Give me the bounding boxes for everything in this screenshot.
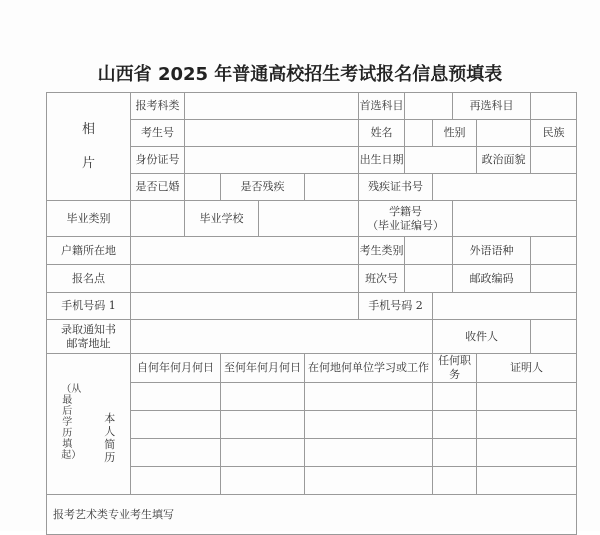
student-number-label-line1: 学籍号 bbox=[389, 204, 423, 218]
disability-cert-field[interactable] bbox=[433, 174, 577, 201]
resume-cell[interactable] bbox=[433, 411, 477, 439]
resume-header-from: 自何年何月何日 bbox=[131, 354, 221, 383]
resume-cell[interactable] bbox=[131, 467, 221, 495]
page-title: 山西省 2025 年普通高校招生考试报名信息预填表 bbox=[97, 64, 503, 85]
resume-side-label bbox=[47, 354, 131, 495]
student-number-label-line2: （毕业证编号） bbox=[367, 218, 445, 232]
exam-category-label: 报考科类 bbox=[131, 93, 185, 120]
resume-cell[interactable] bbox=[477, 439, 577, 467]
first-subject-field[interactable] bbox=[405, 93, 453, 120]
resume-cell[interactable] bbox=[305, 411, 433, 439]
foreign-language-field[interactable] bbox=[531, 237, 577, 265]
phone1-label: 手机号码 1 bbox=[47, 293, 131, 320]
resume-cell[interactable] bbox=[221, 439, 305, 467]
admission-address-label-line1: 录取通知书 bbox=[61, 322, 116, 336]
first-subject-label: 首选科目 bbox=[359, 93, 405, 120]
resume-cell[interactable] bbox=[433, 467, 477, 495]
name-field[interactable] bbox=[405, 120, 433, 147]
photo-label-2: 片 bbox=[81, 155, 95, 171]
phone2-field[interactable] bbox=[433, 293, 577, 320]
married-field[interactable] bbox=[185, 174, 221, 201]
resume-cell[interactable] bbox=[305, 439, 433, 467]
resume-cell[interactable] bbox=[305, 467, 433, 495]
resume-header-witness: 证明人 bbox=[477, 354, 577, 383]
second-subject-label: 再选科目 bbox=[453, 93, 531, 120]
foreign-language-label: 外语语种 bbox=[453, 237, 531, 265]
resume-cell[interactable] bbox=[221, 383, 305, 411]
household-location-label: 户籍所在地 bbox=[47, 237, 131, 265]
id-number-label: 身份证号 bbox=[131, 147, 185, 174]
married-label: 是否已婚 bbox=[131, 174, 185, 201]
class-number-field[interactable] bbox=[405, 265, 453, 293]
disabled-label: 是否残疾 bbox=[221, 174, 305, 201]
name-label: 姓名 bbox=[359, 120, 405, 147]
recipient-field[interactable] bbox=[531, 320, 577, 354]
resume-header-position: 任何职务 bbox=[433, 354, 477, 383]
exam-category-field[interactable] bbox=[185, 93, 359, 120]
resume-cell[interactable] bbox=[305, 383, 433, 411]
candidate-type-field[interactable] bbox=[405, 237, 453, 265]
resume-header-to: 至何年何月何日 bbox=[221, 354, 305, 383]
resume-header-place: 在何地何单位学习或工作 bbox=[305, 354, 433, 383]
registration-form-table bbox=[46, 92, 577, 535]
admission-address-label bbox=[47, 320, 131, 354]
resume-cell[interactable] bbox=[477, 411, 577, 439]
class-number-label: 班次号 bbox=[359, 265, 405, 293]
resume-side-note: （从最后学历填起） bbox=[61, 384, 82, 461]
ethnicity-label: 民族 bbox=[531, 120, 577, 147]
birth-date-field[interactable] bbox=[405, 147, 477, 174]
resume-cell[interactable] bbox=[221, 467, 305, 495]
political-status-field[interactable] bbox=[531, 147, 577, 174]
resume-cell[interactable] bbox=[433, 439, 477, 467]
gender-field[interactable] bbox=[477, 120, 531, 147]
resume-cell[interactable] bbox=[131, 411, 221, 439]
id-number-field[interactable] bbox=[185, 147, 359, 174]
admission-address-field[interactable] bbox=[131, 320, 433, 354]
postal-code-field[interactable] bbox=[531, 265, 577, 293]
photo-box bbox=[47, 93, 131, 201]
recipient-label: 收件人 bbox=[433, 320, 531, 354]
graduation-school-label: 毕业学校 bbox=[185, 201, 259, 237]
disability-cert-label: 残疾证书号 bbox=[359, 174, 433, 201]
graduation-type-field[interactable] bbox=[131, 201, 185, 237]
disabled-field[interactable] bbox=[305, 174, 359, 201]
registration-site-field[interactable] bbox=[131, 265, 359, 293]
phone1-field[interactable] bbox=[131, 293, 359, 320]
household-location-field[interactable] bbox=[131, 237, 359, 265]
art-section-label: 报考艺术类专业考生填写 bbox=[47, 495, 577, 535]
photo-label-1: 相 bbox=[81, 121, 95, 137]
gender-label: 性别 bbox=[433, 120, 477, 147]
resume-cell[interactable] bbox=[433, 383, 477, 411]
admission-address-label-line2: 邮寄地址 bbox=[66, 336, 111, 350]
graduation-type-label: 毕业类别 bbox=[47, 201, 131, 237]
resume-cell[interactable] bbox=[131, 383, 221, 411]
birth-date-label: 出生日期 bbox=[359, 147, 405, 174]
resume-cell[interactable] bbox=[131, 439, 221, 467]
resume-section-title: 本人简历 bbox=[104, 412, 116, 464]
second-subject-field[interactable] bbox=[531, 93, 577, 120]
postal-code-label: 邮政编码 bbox=[453, 265, 531, 293]
exam-number-label: 考生号 bbox=[131, 120, 185, 147]
student-number-label bbox=[359, 201, 453, 237]
graduation-school-field[interactable] bbox=[259, 201, 359, 237]
registration-site-label: 报名点 bbox=[47, 265, 131, 293]
resume-cell[interactable] bbox=[477, 383, 577, 411]
student-number-field[interactable] bbox=[453, 201, 577, 237]
exam-number-field[interactable] bbox=[185, 120, 359, 147]
candidate-type-label: 考生类别 bbox=[359, 237, 405, 265]
political-status-label: 政治面貌 bbox=[477, 147, 531, 174]
phone2-label: 手机号码 2 bbox=[359, 293, 433, 320]
resume-cell[interactable] bbox=[221, 411, 305, 439]
resume-cell[interactable] bbox=[477, 467, 577, 495]
